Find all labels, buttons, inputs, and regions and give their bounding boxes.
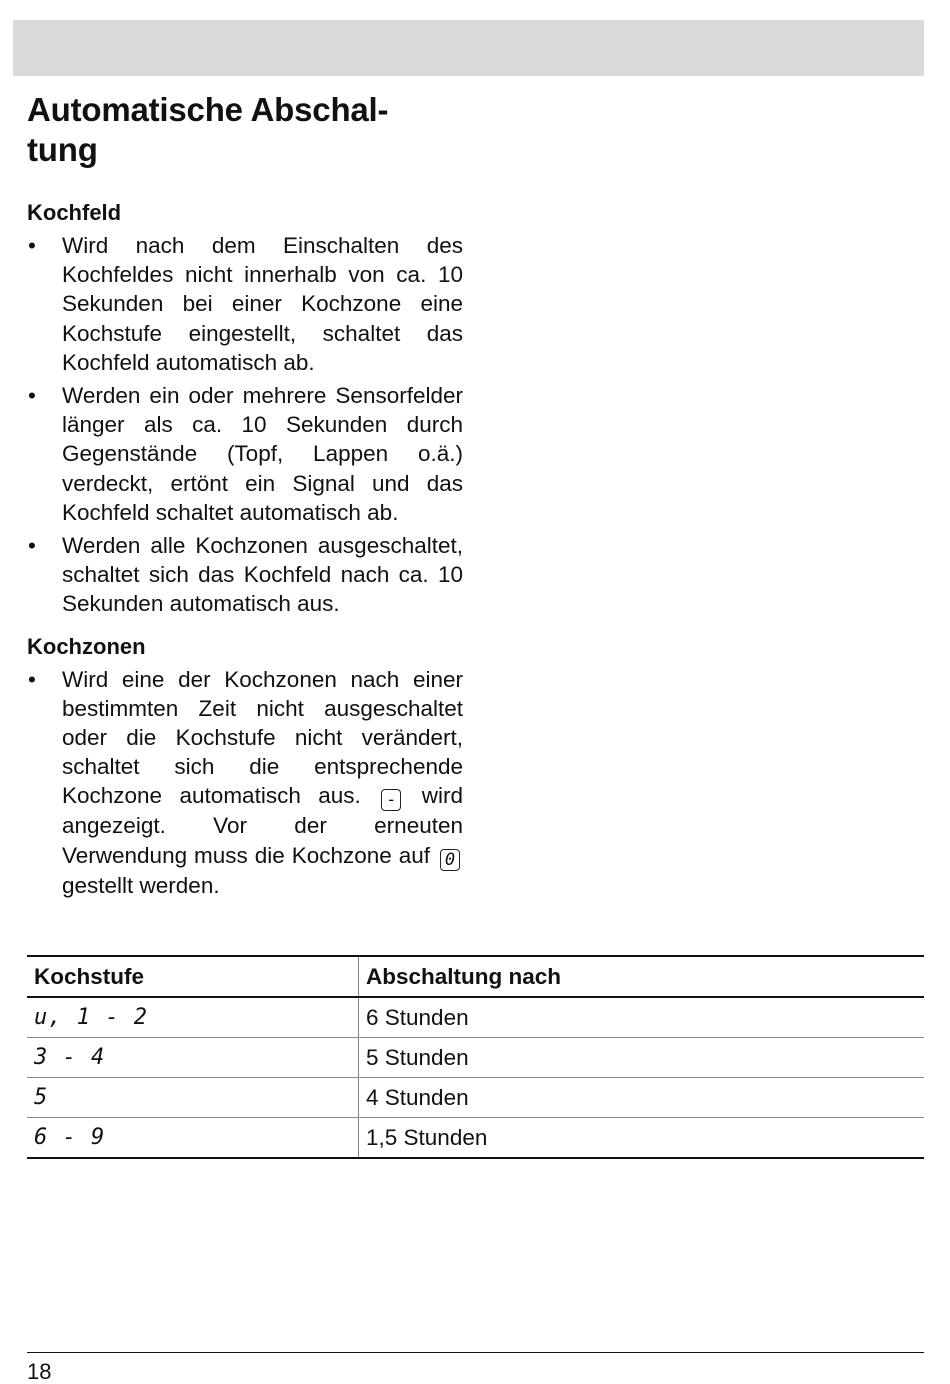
table-row — [27, 1038, 924, 1078]
header-abschaltung: Abschaltung nach — [366, 963, 562, 989]
display-zero-icon: 0 — [440, 849, 460, 871]
kochzonen-bullet-1 — [27, 665, 463, 900]
kochzonen-text-3: gestellt werden. — [62, 872, 220, 898]
table-cell-stufe: 3 - 4 — [27, 1038, 359, 1078]
kochfeld-bullet-3: • Werden alle Kochzonen ausgeschaltet, schaltet sich das Kochfeld nach ca. 10 Sekunden automatisch aus. — [27, 531, 463, 619]
kochzonen-list — [27, 665, 463, 900]
section-title-kochfeld: Kochfeld — [27, 200, 122, 225]
table-header-row — [27, 956, 924, 997]
kochfeld-bullet-1: • Wird nach dem Einschalten des Kochfeldes nicht innerhalb von ca. 10 Sekunden bei einer Kochzone eine Kochstufe eingestellt, schaltet das Kochfeld automatisch ab. — [27, 231, 463, 377]
table-cell-stufe: 6 - 9 — [27, 1118, 359, 1159]
table-cell-nach: 1,5 Stunden — [366, 1124, 488, 1150]
table-cell-stufe: 5 — [27, 1078, 359, 1118]
main-content — [27, 90, 463, 904]
kochzonen-text-1: Wird eine der Kochzonen nach einer bestimmten Zeit nicht ausgeschaltet oder die Kochstufe nicht verändert, schaltet sich die entsprechende Kochzone automatisch aus. — [62, 666, 463, 809]
table-cell-nach: 5 Stunden — [366, 1044, 469, 1070]
table-row — [27, 1078, 924, 1118]
page-number: 18 — [27, 1359, 52, 1384]
kochfeld-list — [27, 231, 463, 619]
table-row — [27, 1118, 924, 1159]
table-cell-nach: 4 Stunden — [366, 1084, 469, 1110]
section-title-kochzonen: Kochzonen — [27, 633, 146, 659]
header-kochstufe: Kochstufe — [27, 956, 359, 997]
kochfeld-bullet-2: • Werden ein oder mehrere Sensorfelder länger als ca. 10 Sekunden durch Gegenstände (Topf, Lappen o.ä.) verdeckt, ertönt ein Signal und das Kochfeld schaltet automatisch ab. — [27, 381, 463, 527]
table-cell-stufe: u, 1 - 2 — [27, 997, 359, 1038]
display-dash-icon: - — [381, 789, 401, 811]
kochzonen-text-2: wird angezeigt. Vor der erneuten Verwendung muss die Kochzone auf — [62, 783, 463, 868]
shutoff-table — [27, 955, 924, 1159]
page-title-line-2: tung — [27, 131, 98, 168]
table-row — [27, 997, 924, 1038]
page-title — [27, 90, 463, 170]
header-bar — [13, 20, 924, 76]
table-cell-nach: 6 Stunden — [366, 1004, 469, 1030]
page-title-line-1: Automatische Abschal- — [27, 91, 389, 128]
footer-divider — [27, 1352, 924, 1353]
